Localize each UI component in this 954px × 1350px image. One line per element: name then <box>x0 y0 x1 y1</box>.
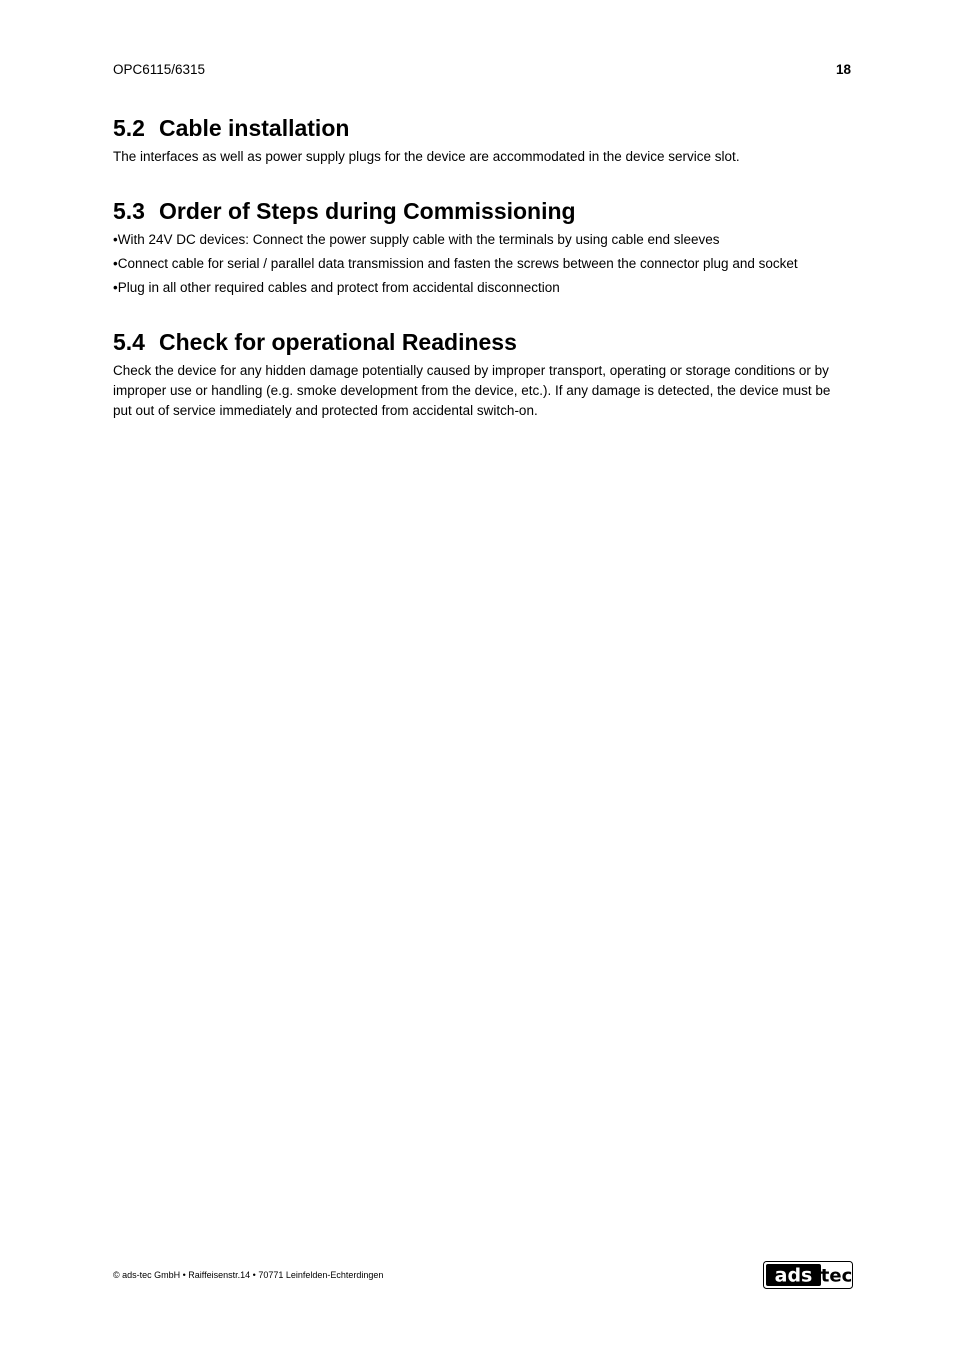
list-item: •Connect cable for serial / parallel data transmission and fasten the screws between the connector plug and socket <box>113 256 798 271</box>
section-order-of-steps <box>113 195 833 298</box>
section-operational-readiness <box>113 326 833 421</box>
section-paragraph: The interfaces as well as power supply plugs for the device are accommodated in the device service slot. <box>113 149 740 164</box>
section-cable-installation <box>113 112 833 167</box>
section-number: 5.2 <box>113 115 145 141</box>
section-title: Order of Steps during Commissioning <box>159 198 576 224</box>
section-paragraph: Check the device for any hidden damage potentially caused by improper transport, operating or storage conditions or by improper use or handling (e.g. smoke development from the device, etc.). If any damage is detected, the device must be put out of service immediately and protected from accidental switch-on. <box>113 363 831 418</box>
header-document-id: OPC6115/6315 <box>113 62 206 77</box>
section-heading <box>113 195 833 227</box>
section-title: Cable installation <box>159 115 350 141</box>
section-heading <box>113 112 833 144</box>
header-page-number: 18 <box>835 62 851 77</box>
footer-copyright: © ads-tec GmbH • Raiffeisenstr.14 • 70771 Leinfelden-Echterdingen <box>113 1270 384 1280</box>
section-heading <box>113 326 833 358</box>
section-number: 5.4 <box>113 329 145 355</box>
list-item: •With 24V DC devices: Connect the power supply cable with the terminals by using cable end sleeves <box>113 232 720 247</box>
logo-text-right: tec <box>820 1265 853 1287</box>
ads-tec-logo <box>763 1261 853 1289</box>
section-number: 5.3 <box>113 198 145 224</box>
list-item: •Plug in all other required cables and protect from accidental disconnection <box>113 280 560 295</box>
steps-list <box>113 230 833 298</box>
section-title: Check for operational Readiness <box>159 329 517 355</box>
main-content <box>113 112 833 421</box>
logo-text-left: ads <box>774 1264 813 1287</box>
